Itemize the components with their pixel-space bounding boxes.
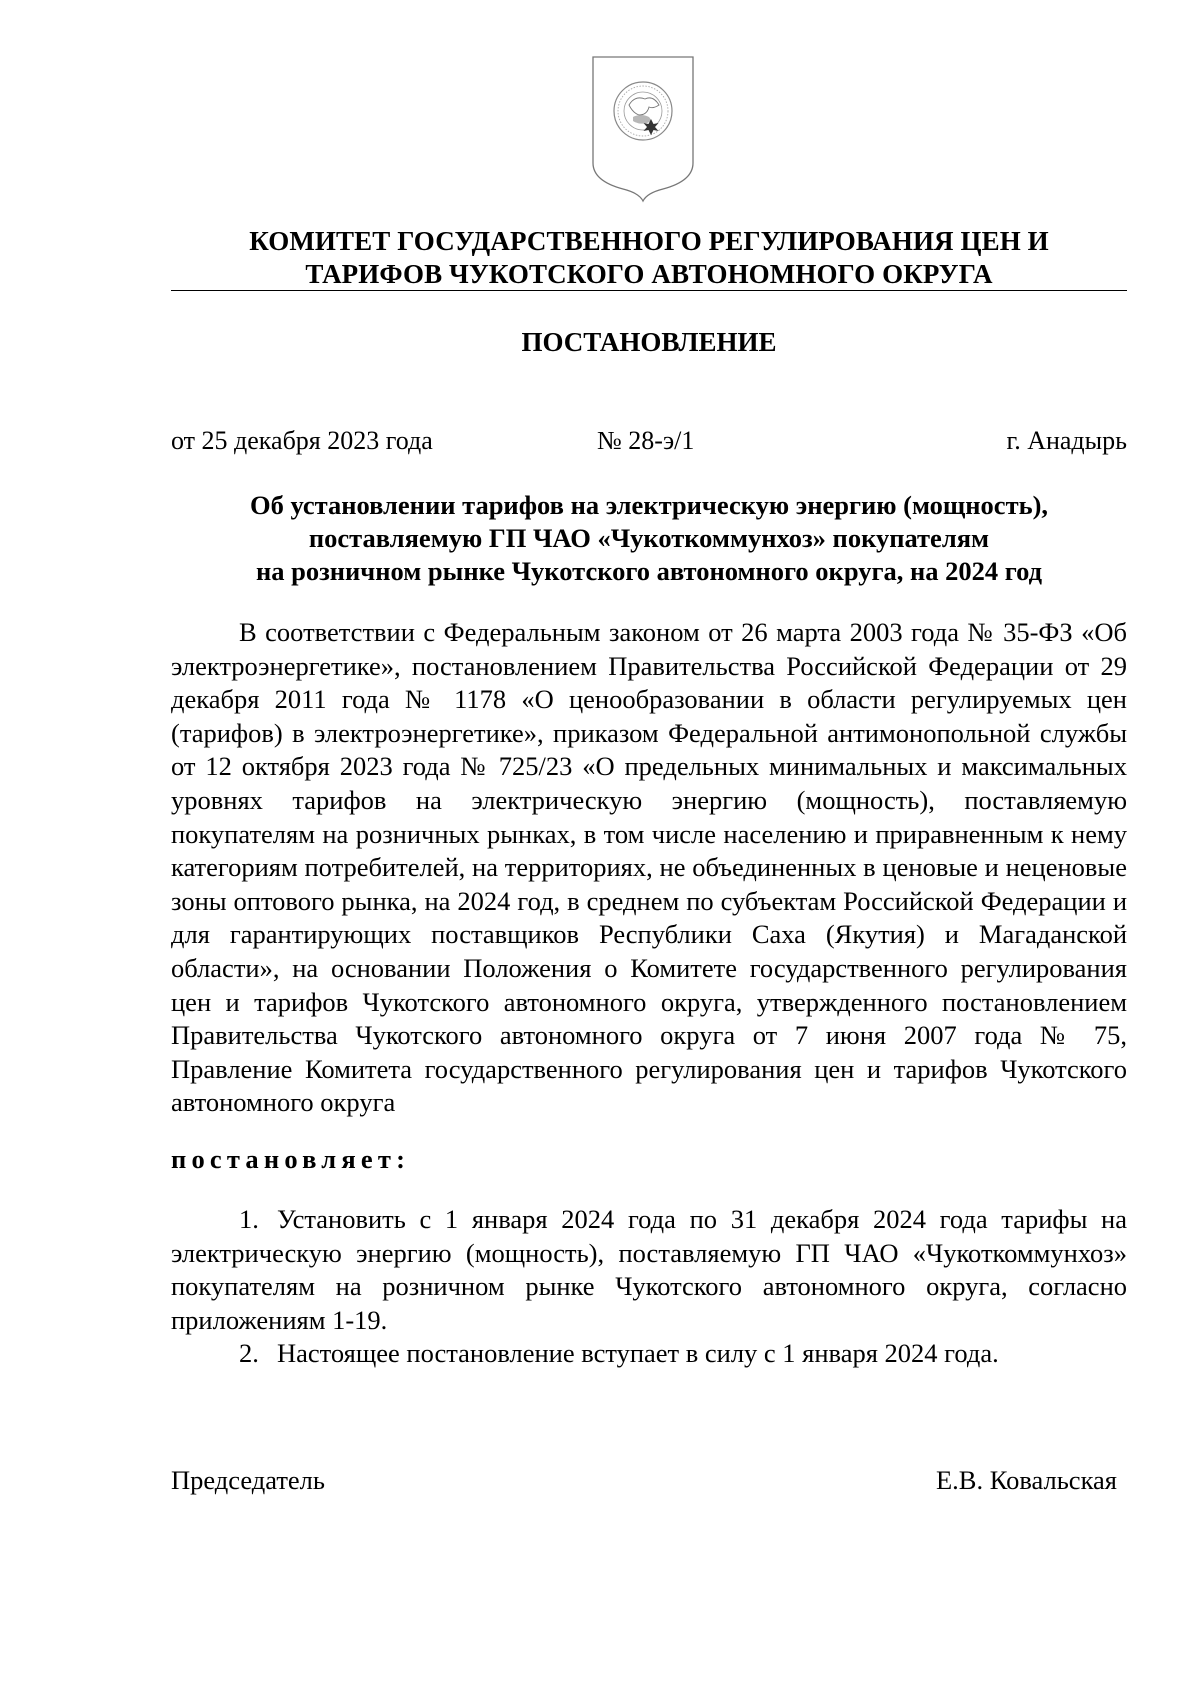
resolution-item-2 (171, 1337, 1127, 1371)
item-number: 1. (239, 1204, 259, 1234)
document-meta (171, 424, 1127, 458)
item-text: Настоящее постановление вступает в силу с 1 января 2024 года. (277, 1338, 999, 1369)
item-number: 2. (239, 1338, 259, 1369)
document-city: г. Анадырь (1006, 426, 1127, 455)
item-text: Установить с 1 января 2024 года по 31 декабря 2024 года тарифы на электрическую энергию (мощность), поставляемую ГП ЧАО «Чукоткоммунхоз» покупателям на розничном рынке Чукотского автономного округа, согласно приложениям 1-19. (171, 1204, 1127, 1335)
subject-line-3: на розничном рынке Чукотского автономного округа, на 2024 год (255, 556, 1043, 586)
organization-title-line-1: КОМИТЕТ ГОСУДАРСТВЕННОГО РЕГУЛИРОВАНИЯ ЦЕН И (249, 226, 1049, 256)
signatory-position: Председатель (171, 1465, 325, 1495)
document-date: от 25 декабря 2023 года (171, 426, 433, 455)
signatory-name: Е.В. Ковальская (936, 1465, 1117, 1495)
resolves-label: постановляет: (171, 1144, 411, 1174)
resolution-items (171, 1203, 1127, 1371)
subject-line-2: поставляемую ГП ЧАО «Чукоткоммунхоз» покупателям (308, 523, 990, 553)
document-type: ПОСТАНОВЛЕНИЕ (521, 327, 777, 357)
chukotka-coat-of-arms-icon (591, 55, 695, 203)
resolution-item-1 (171, 1203, 1127, 1337)
document-subject (171, 489, 1127, 588)
document-number: № 28-э/1 (597, 426, 695, 455)
organization-title-line-2: ТАРИФОВ ЧУКОТСКОГО АВТОНОМНОГО ОКРУГА (305, 259, 993, 289)
preamble-paragraph: В соответствии с Федеральным законом от 26 марта 2003 года № 35-ФЗ «Об электроэнергетике», постановлением Правительства Российской Федерации от 29 декабря 2011 года № 1178 «О ценообразовании в области регулируемых цен (тарифов) в электроэнергетике», приказом Федеральной антимонопольной службы от 12 октября 2023 года № 725/23 «О предельных минимальных и максимальных уровнях тарифов на электрическую энергию (мощность), поставляемую покупателям на розничных рынках, в том числе населению и приравненным к нему категориям потребителей, на территориях, не объединенных в ценовые и неценовые зоны оптового рынка, на 2024 год, в среднем по субъектам Российской Федерации и для гарантирующих поставщиков Республики Саха (Якутия) и Магаданской области», на основании Положения о Комитете государственного регулирования цен и тарифов Чукотского автономного округа, утвержденного постановлением Правительства Чукотского автономного округа от 7 июня 2007 года № 75, Правление Комитета государственного регулирования цен и тарифов Чукотского автономного округа (171, 617, 1127, 1118)
signature-block (171, 1463, 1127, 1497)
header-divider (171, 290, 1127, 291)
organization-title (171, 225, 1127, 291)
subject-line-1: Об установлении тарифов на электрическую энергию (мощность), (249, 490, 1049, 520)
